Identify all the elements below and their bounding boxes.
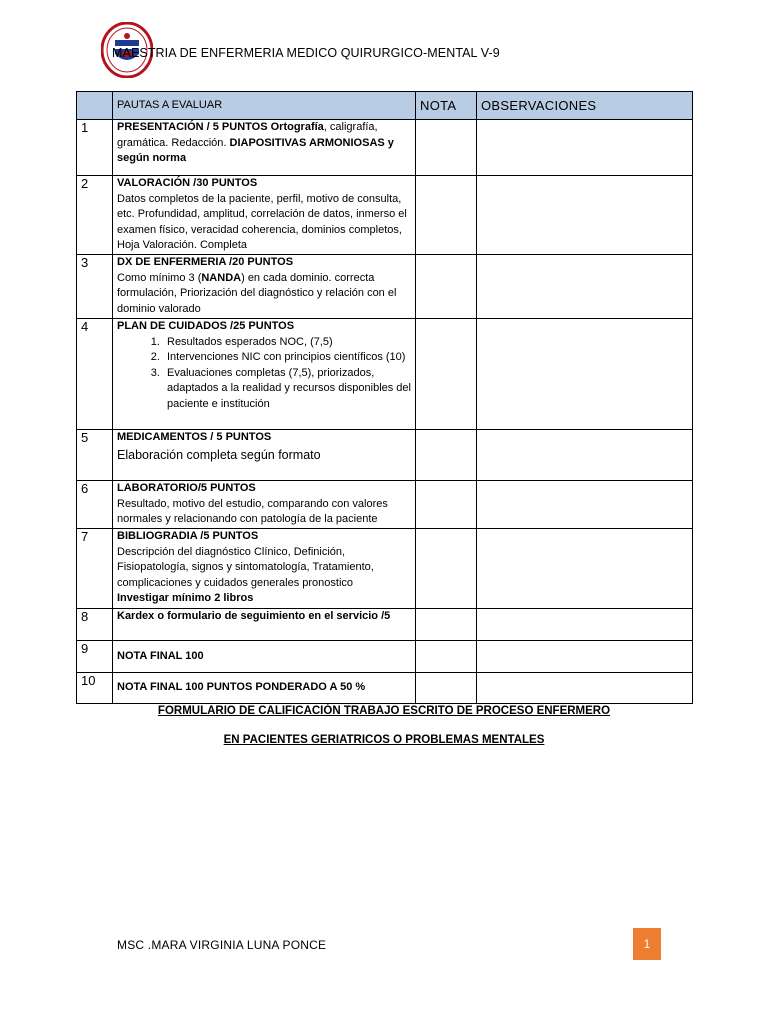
table-row (77, 255, 693, 319)
table-row (77, 641, 693, 673)
table-row (77, 609, 693, 641)
table-row (77, 176, 693, 255)
row-number: 9 (77, 641, 113, 673)
header-num-cell (77, 92, 113, 120)
observations-cell[interactable] (477, 255, 693, 319)
table-row (77, 430, 693, 481)
header-criteria: PAUTAS A EVALUAR (113, 92, 416, 120)
list-item: 1. Resultados esperados NOC, (7,5) (163, 335, 411, 351)
table-row (77, 673, 693, 704)
grade-cell[interactable] (416, 641, 477, 673)
row-number: 3 (77, 255, 113, 319)
row-criteria: NOTA FINAL 100 PUNTOS PONDERADO A 50 % (113, 673, 416, 704)
row-criteria: BIBLIOGRADIA /5 PUNTOS Descripción del diagnóstico Clínico, Definición, Fisiopatología, signos y sintomatología, Tratamiento, complicaciones y cuidados generales pronostico Investigar mínimo 2 libros (113, 529, 416, 609)
observations-cell[interactable] (477, 120, 693, 176)
row-number: 7 (77, 529, 113, 609)
row-criteria: MEDICAMENTOS / 5 PUNTOS Elaboración completa según formato (113, 430, 416, 481)
observations-cell[interactable] (477, 641, 693, 673)
evaluation-table (76, 91, 693, 704)
form-caption-line1: FORMULARIO DE CALIFICACIÓN TRABAJO ESCRITO DE PROCESO ENFERMERO (157, 705, 611, 717)
row-number: 5 (77, 430, 113, 481)
list-item: 3. Evaluaciones completas (7,5), priorizados, adaptados a la realidad y recursos disponibles del paciente e institución (163, 366, 411, 413)
care-plan-list (117, 335, 411, 413)
row-number: 6 (77, 481, 113, 529)
row-number: 1 (77, 120, 113, 176)
observations-cell[interactable] (477, 176, 693, 255)
row-criteria: PRESENTACIÓN / 5 PUNTOS Ortografía, caligrafía, gramática. Redacción. DIAPOSITIVAS ARMONIOSAS y según norma (113, 120, 416, 176)
grade-cell[interactable] (416, 430, 477, 481)
table-row (77, 319, 693, 430)
observations-cell[interactable] (477, 673, 693, 704)
footer-author: MSC .MARA VIRGINIA LUNA PONCE (117, 938, 327, 952)
observations-cell[interactable] (477, 609, 693, 641)
list-item: 2. Intervenciones NIC con principios científicos (10) (163, 350, 411, 366)
grade-cell[interactable] (416, 609, 477, 641)
table-row (77, 529, 693, 609)
row-number: 2 (77, 176, 113, 255)
row-criteria: Kardex o formulario de seguimiento en el servicio /5 (113, 609, 416, 641)
row-criteria: VALORACIÓN /30 PUNTOS Datos completos de la paciente, perfil, motivo de consulta, etc. Profundidad, amplitud, correlación de datos, inmerso el examen físico, veracidad coherencia, dominios completos, Hoja Valoración. Completa (113, 176, 416, 255)
header-observations: OBSERVACIONES (477, 92, 693, 120)
table-header-row (77, 92, 693, 120)
grade-cell[interactable] (416, 673, 477, 704)
form-caption-line2: EN PACIENTES GERIATRICOS O PROBLEMAS MENTALES (223, 734, 545, 746)
observations-cell[interactable] (477, 319, 693, 430)
grade-cell[interactable] (416, 176, 477, 255)
grade-cell[interactable] (416, 481, 477, 529)
row-number: 4 (77, 319, 113, 430)
row-criteria: NOTA FINAL 100 (113, 641, 416, 673)
grade-cell[interactable] (416, 120, 477, 176)
row-criteria: DX DE ENFERMERIA /20 PUNTOS Como mínimo 3 (NANDA) en cada dominio. correcta formulación, Priorización del diagnóstico y relación con el dominio valorado (113, 255, 416, 319)
row-number: 10 (77, 673, 113, 704)
row-criteria: PLAN DE CUIDADOS /25 PUNTOS 1. Resultados esperados NOC, (7,5) 2. Intervenciones NIC con principios científicos (10) 3. Evaluaciones completas (7,5), priorizados, adaptados a la realidad y recursos disponibles del paciente e institución (113, 319, 416, 430)
row-number: 8 (77, 609, 113, 641)
observations-cell[interactable] (477, 529, 693, 609)
grade-cell[interactable] (416, 255, 477, 319)
table-row (77, 481, 693, 529)
grade-cell[interactable] (416, 529, 477, 609)
observations-cell[interactable] (477, 430, 693, 481)
grade-cell[interactable] (416, 319, 477, 430)
header-title: MAESTRIA DE ENFERMERIA MEDICO QUIRURGICO-MENTAL V-9 (112, 46, 500, 60)
page-number-badge: 1 (633, 928, 661, 960)
table-row (77, 120, 693, 176)
observations-cell[interactable] (477, 481, 693, 529)
header-grade: NOTA (416, 92, 477, 120)
row-criteria: LABORATORIO/5 PUNTOS Resultado, motivo del estudio, comparando con valores normales y relacionando con patología de la paciente (113, 481, 416, 529)
